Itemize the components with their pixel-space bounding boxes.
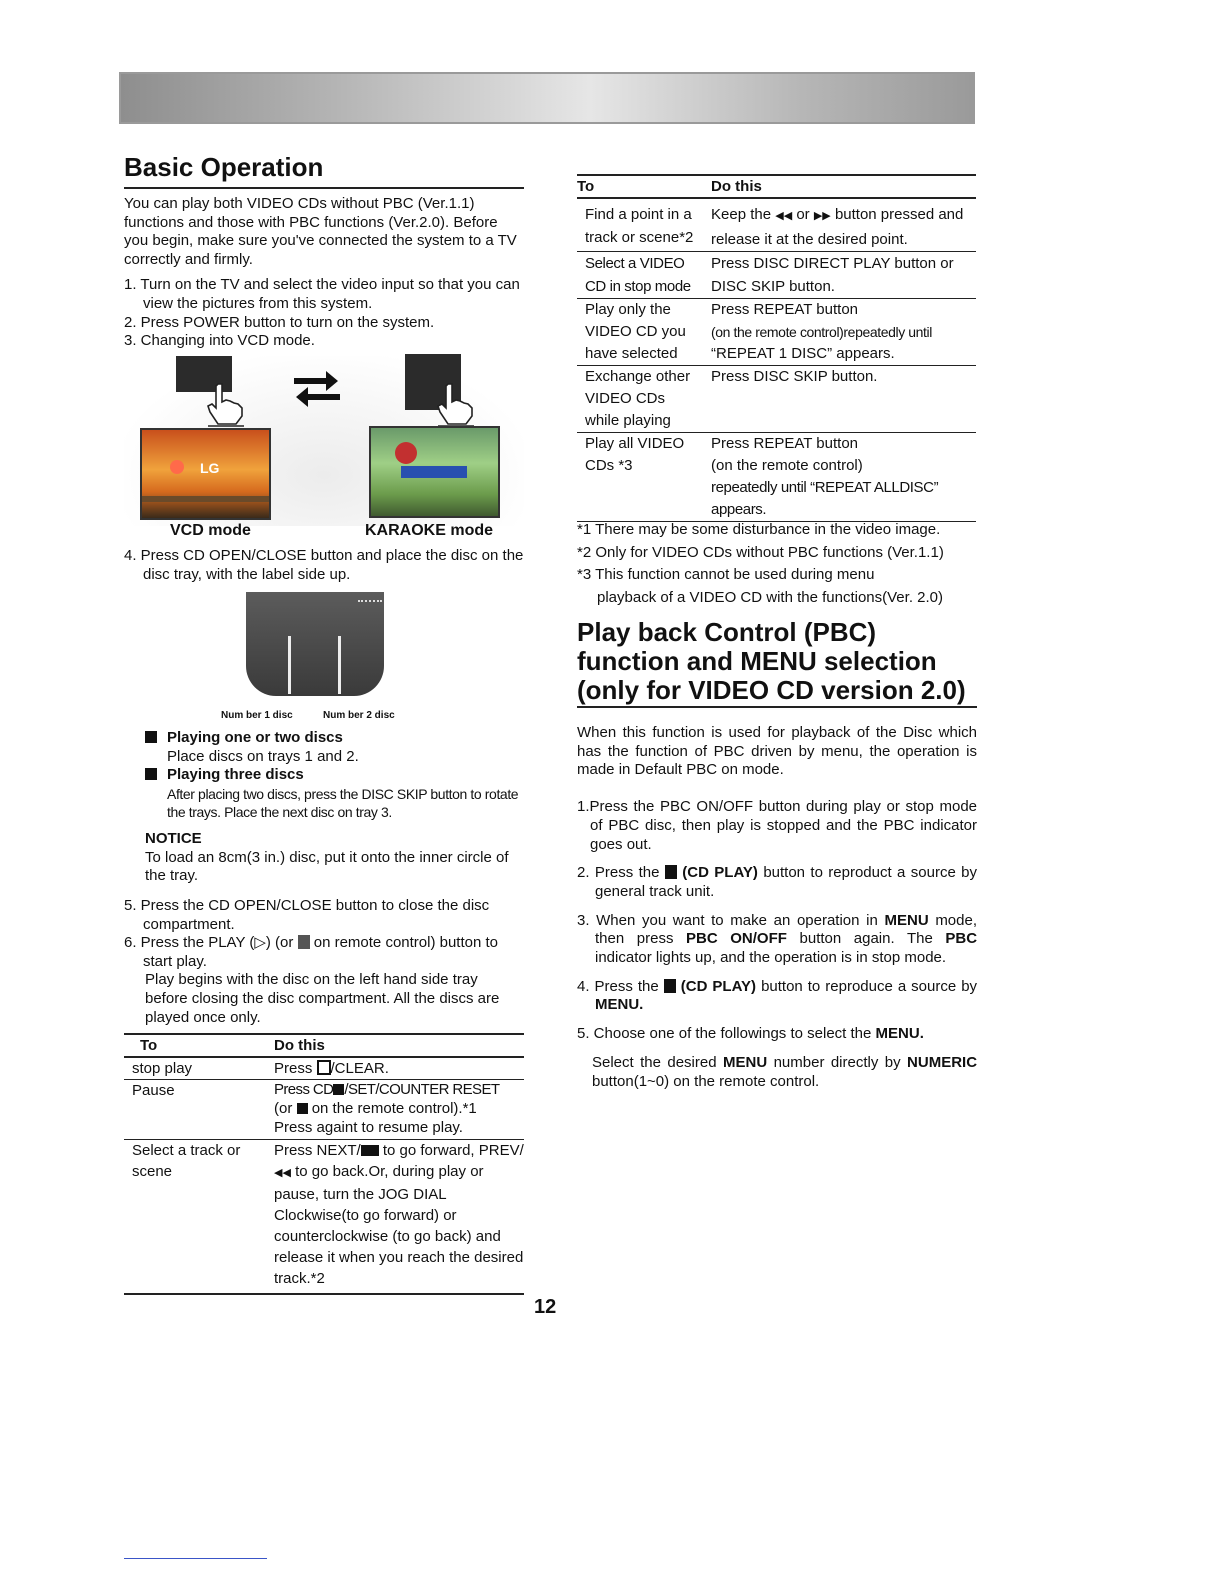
rewind-icon: ◀◀ [775,210,793,222]
table-header-to: To [577,178,595,195]
step-2: 2. Press POWER button to turn on the system. [124,313,435,331]
bullet-three-discs-text: After placing two discs, press the DISC SKIP button to rotate the trays. Place the next disc on tray 3. [167,785,519,820]
steps-list-a [124,276,524,350]
fast-forward-icon: ▶▶ [813,210,831,222]
lg-logo-text: LG [200,460,220,476]
step-5: 5. Press the CD OPEN/CLOSE button to close the disc compartment. [124,897,490,933]
pause-icon [333,1084,344,1095]
step-1: 1. Turn on the TV and select the video input so that you can view the pictures from this system. [124,276,520,312]
prev-icon: ◀◀ [274,1167,291,1179]
table-header-row [577,175,976,198]
step-6: 6. Press the PLAY (▷) (or on remote control) button to start play. [124,934,499,970]
pbc-step-3: 3. When you want to make an operation in MENU mode, then press PBC ON/OFF button again. The PBC indicator lights up, and the operation is in stop mode. [577,911,978,967]
swap-arrows-icon [292,368,342,408]
step-4: 4. Press CD OPEN/CLOSE button and place the disc on the disc tray, with the label side up. [124,547,524,583]
steps-list-b [124,897,524,1027]
basic-operation-table [124,1033,524,1295]
sun-icon [170,460,184,474]
mode-illustration [124,350,524,546]
bullet-three-discs: Playing three discs [145,766,525,785]
pbc-step-5: 5. Choose one of the followings to select the MENU. [577,1025,924,1043]
play-triangle-icon: ▷ [254,934,266,952]
pause-icon [297,1103,308,1114]
cd-play-icon [664,979,676,993]
pbc-step-1: 1.Press the PBC ON/OFF button during play or stop mode of PBC disc, then play is stopped and the PBC indicator goes out. [577,798,977,853]
pbc-heading: Play back Control (PBC) function and MENU selection (only for VIDEO CD version 2.0) [577,618,977,708]
footnote-3: *3 This function cannot be used during menu [577,566,875,583]
cd-play-icon [665,865,677,879]
square-bullet-icon [145,731,157,743]
pbc-intro: When this function is used for playback of the Disc which has the function of PBC driven by menu, the operation is made in Default PBC on mode. [577,724,977,779]
square-bullet-icon [145,768,157,780]
table-row: Play only the VIDEO CD you have selected Press REPEAT button (on the remote control)repeatedly until “REPEAT 1 DISC” appears. [577,299,976,366]
hand-pointer-icon [434,382,484,428]
left-column [124,152,524,351]
header-bar [119,72,975,124]
play-square-icon [298,935,310,949]
table-row: Exchange other VIDEO CDs while playing Press DISC SKIP button. [577,366,976,433]
disc-2-label: Num ber 2 disc [323,710,395,721]
table-row: Select a track or scene Press NEXT/ to go forward, PREV/◀◀ to go back.Or, during play or pause, turn the JOG DIAL Clockwise(to go forward) or counterclockwise (to go back) and release it when you reach the desired track.*2 [132,1142,524,1287]
bullet-one-two-discs-text: Place discs on trays 1 and 2. [167,747,359,765]
section-heading-basic-operation: Basic Operation [124,152,524,189]
footnote-2: *2 Only for VIDEO CDs without PBC functions (Ver.1.1) [577,543,944,561]
stop-icon [317,1060,331,1075]
pbc-select-text: Select the desired MENU number directly by NUMERIC button(1~0) on the remote control. [592,1053,978,1090]
next-icon [361,1145,379,1156]
notice-title: NOTICE [145,830,202,847]
vcd-mode-caption: VCD mode [170,522,251,539]
disc-tray-image [246,592,384,696]
table-row: Pause Press CD /SET/COUNTER RESET (or on the remote control).*1 Press againt to resume play. [124,1080,524,1140]
vcd-mode-tv-image [140,428,271,520]
disc-1-label: Num ber 1 disc [221,710,293,721]
table-row: Play all VIDEO CDs *3 Press REPEAT button (on the remote control) repeatedly until “REPEAT ALLDISC” appears. [577,433,976,522]
bullet-one-two-discs: Playing one or two discs [145,729,525,748]
right-operation-table [577,174,976,522]
step-3: 3. Changing into VCD mode. [124,332,315,350]
pbc-body [577,724,977,1091]
table-header-do: Do this [711,178,762,195]
bottom-rule [124,1558,267,1559]
lg-logo-icon [395,442,417,464]
karaoke-mode-tv-image [369,426,500,518]
playing-bullets [145,729,525,821]
table-row: Find a point in a track or scene*2 Keep the ◀◀ or ▶▶ button pressed and release it at the desired point. [577,198,976,252]
karaoke-mode-caption: KARAOKE mode [365,522,494,539]
footnotes [577,519,977,609]
table-row: Select a VIDEO CD in stop mode Press DISC DIRECT PLAY button or DISC SKIP button. [577,252,976,299]
table-header-do: Do this [274,1037,325,1054]
page-number: 12 [534,1296,557,1318]
intro-paragraph: You can play both VIDEO CDs without PBC (Ver.1.1) functions and those with PBC functions (Ver.2.0). Before you begin, make sure you've connected the system to a TV correctly and firmly. [124,195,517,268]
hand-pointer-icon [204,382,254,428]
footnote-1: *1 There may be some disturbance in the video image. [577,521,941,538]
table-header-row [124,1034,524,1057]
notice-text: To load an 8cm(3 in.) disc, put it onto the inner circle of the tray. [145,848,509,885]
pbc-step-2: 2. Press the (CD PLAY) button to reproduct a source by general track unit. [577,864,978,900]
table-row: stop play Press /CLEAR. [124,1057,524,1080]
table-header-to: To [140,1037,158,1054]
footnote-3-cont: playback of a VIDEO CD with the functions(Ver. 2.0) [597,588,943,606]
notice-block [145,830,525,886]
pbc-step-4: 4. Press the (CD PLAY) button to reproduce a source by MENU. [577,977,978,1014]
step-6-detail: Play begins with the disc on the left hand side tray before closing the disc compartment. All the discs are played once only. [145,971,500,1026]
